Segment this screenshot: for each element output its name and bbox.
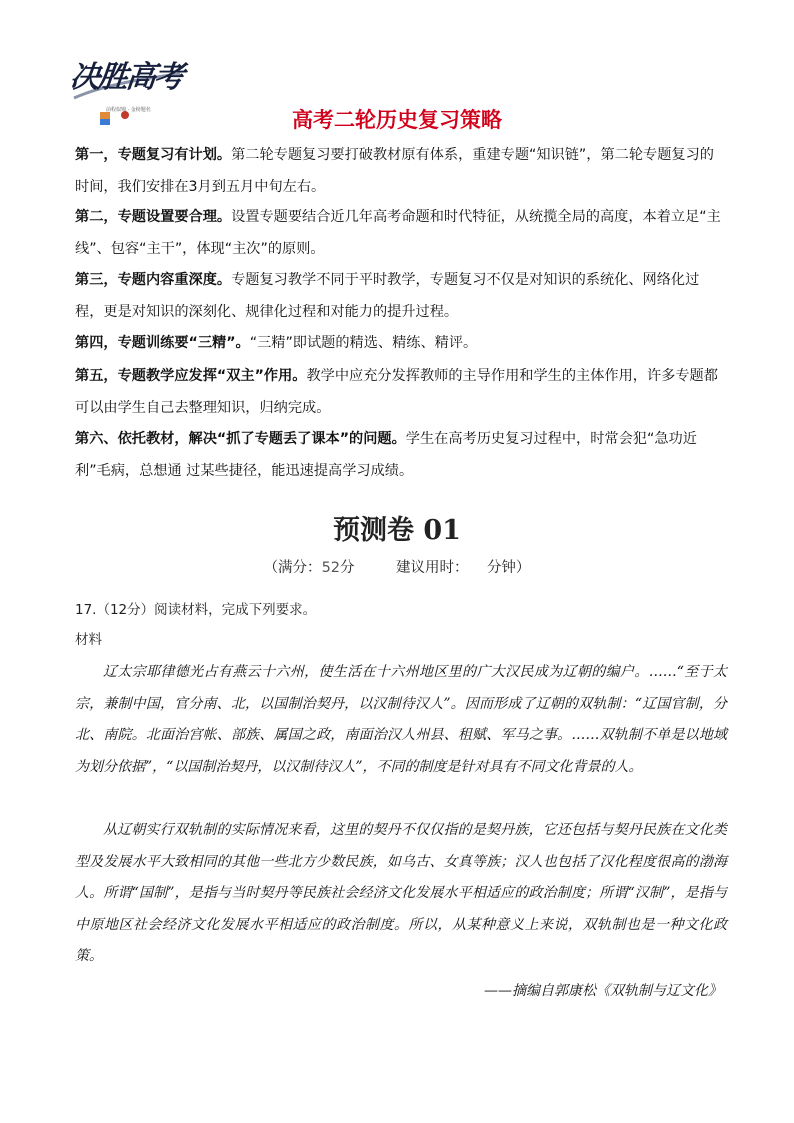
material-source: ——摘编自郭康松《双轨制与辽文化》	[484, 983, 722, 999]
point-lead: 第四，专题训练要“三精”。	[75, 335, 250, 351]
material-paragraph-1: 辽太宗耶律德光占有燕云十六州，使生活在十六州地区里的广大汉民成为辽朝的编户。……“至于太宗，兼制中国，官分南、北，以国制治契丹，以汉制待汉人”。因而形成了辽朝的双轨制：“辽国官制，分北、南院。北面治宫帐、部族、属国之政，南面治汉人州县、租赋、军马之事。……双轨制不单是以地域为划分依据”，“以国制治契丹，以汉制待汉人”，不同的制度是针对具有不同文化背景的人。	[75, 664, 727, 775]
logo-text: 决胜高考	[68, 60, 184, 95]
strategy-point-5	[75, 361, 725, 424]
strategy-point-3	[75, 265, 725, 328]
logo-subtext: 前程似锦 · 金榜题名	[106, 107, 151, 113]
point-body: 教学中应充分发挥教师的主导作用和学生的主体作用，许多专题都可以由学生自己去整理知识，归纳完成。	[75, 368, 718, 416]
point-body: 第二轮专题复习要打破教材原有体系，重建专题“知识链”，第二轮专题复习的时间，我们安排在3月到五月中旬左右。	[75, 147, 714, 195]
exam-time-label: 建议用时：	[396, 560, 469, 576]
point-body: 学生在高考历史复习过程中，时常会犯“急功近利”毛病，总想通 过某些捷径，能迅速提高学习成绩。	[75, 431, 697, 479]
point-lead: 第一，专题复习有计划。	[75, 147, 232, 163]
exam-full-score-label: （满分：	[263, 560, 322, 576]
exam-subtitle	[0, 556, 794, 577]
exam-full-score: 52	[321, 560, 341, 576]
strategy-point-1	[75, 140, 725, 203]
point-body: 设置专题要结合近几年高考命题和时代特征，从统揽全局的高度，本着立足“主线”、包容“主干”，体现“主次”的原则。	[75, 209, 721, 257]
point-lead: 第二，专题设置要合理。	[75, 209, 232, 225]
material-paragraph-2: 从辽朝实行双轨制的实际情况来看，这里的契丹不仅仅指的是契丹族，它还包括与契丹民族在文化类型及发展水平大致相同的其他一些北方少数民族，如乌古、女真等族；汉人也包括了汉化程度很高的渤海人。所谓“国制”，是指与当时契丹等民族社会经济文化发展水平相适应的政治制度；所谓“汉制”，是指与中原地区社会经济文化发展水平相适应的政治制度。所以，从某种意义上来说，双轨制也是一种文化政策。	[75, 822, 727, 964]
page-title: 高考二轮历史复习策略	[292, 108, 502, 132]
question-header: 17.（12分）阅读材料，完成下列要求。	[75, 602, 317, 618]
strategy-point-6	[75, 424, 725, 487]
point-lead: 第五，专题教学应发挥“双主”作用。	[75, 368, 307, 384]
point-body: “三精”即试题的精选、精练、精评。	[249, 335, 478, 351]
point-lead: 第三，专题内容重深度。	[75, 272, 232, 288]
exam-title: 预测卷 01	[333, 515, 461, 546]
exam-time-unit: 分钟）	[486, 560, 531, 576]
material-label: 材料	[75, 632, 102, 648]
point-body: 专题复习教学不同于平时教学，专题复习不仅是对知识的系统化、网络化过程，更是对知识的深刻化、规律化过程和对能力的提升过程。	[75, 272, 700, 320]
strategy-point-2	[75, 202, 725, 265]
exam-score-unit: 分	[340, 560, 355, 576]
strategy-point-4	[75, 328, 725, 360]
point-lead: 第六、依托教材，解决“抓了专题丢了课本”的问题。	[75, 431, 406, 447]
